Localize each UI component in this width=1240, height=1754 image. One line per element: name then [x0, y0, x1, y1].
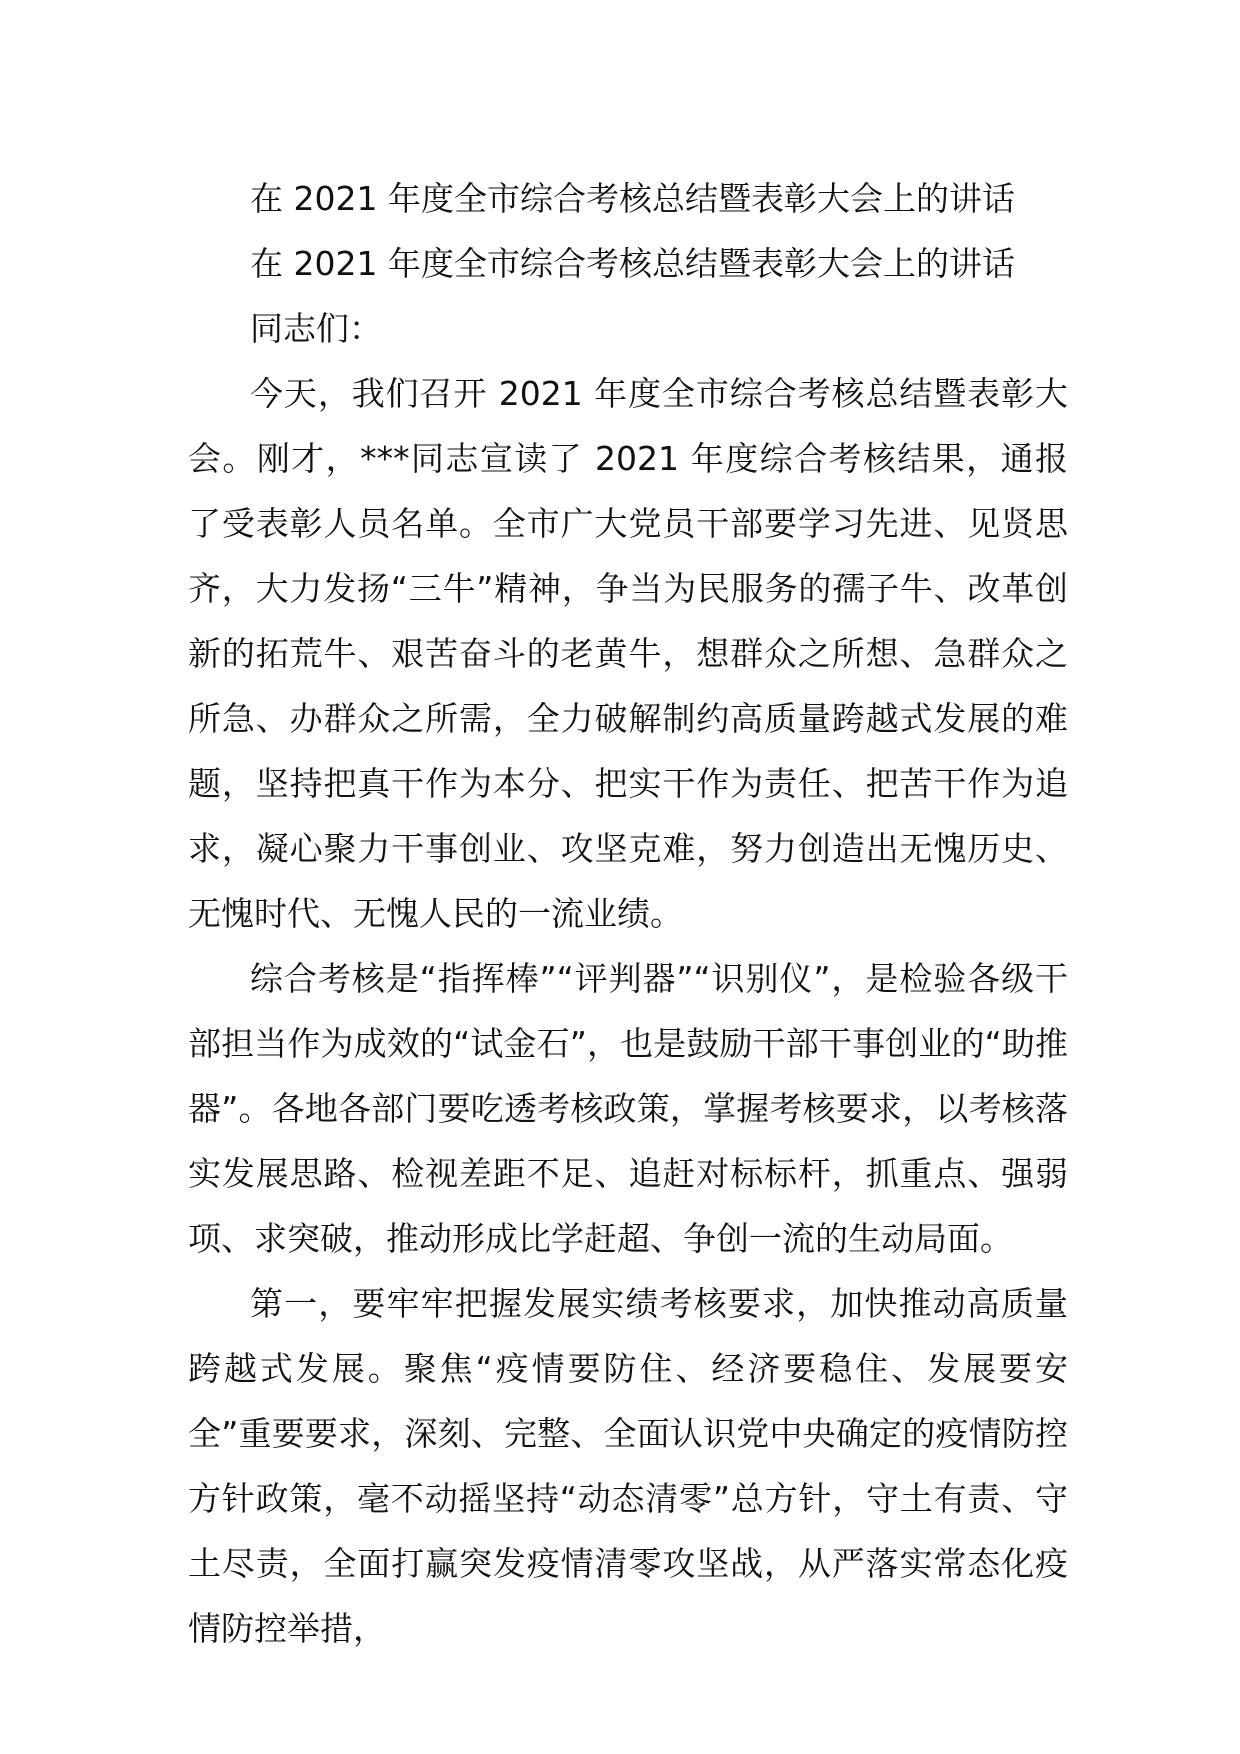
document-title: 在 2021 年度全市综合考核总结暨表彰大会上的讲话: [250, 179, 1015, 218]
paragraph-3: 第一，要牢牢把握发展实绩考核要求，加快推动高质量跨越式发展。聚焦“疫情要防住、经济要稳住、发展要安全”重要要求，深刻、完整、全面认识党中央确定的疫情防控方针政策，毫不动摇坚持“动态清零”总方针，守土有责、守土尽责，全面打赢突发疫情清零攻坚战，从严落实常态化疫情防控举措，: [188, 1284, 1068, 1648]
paragraph-2: 综合考核是“指挥棒”“评判器”“识别仪”，是检验各级干部担当作为成效的“试金石”，也是鼓励干部干事创业的“助推器”。各地各部门要吃透考核政策，掌握考核要求，以考核落实发展思路、检视差距不足、追赶对标标杆，抓重点、强弱项、求突破，推动形成比学赶超、争创一流的生动局面。: [188, 959, 1068, 1258]
document-title-repeat: 在 2021 年度全市综合考核总结暨表彰大会上的讲话: [250, 244, 1015, 283]
document-body: [188, 166, 1068, 1661]
salutation: 同志们：: [250, 309, 382, 348]
paragraph-1: 今天，我们召开 2021 年度全市综合考核总结暨表彰大会。刚才，***同志宣读了 2021 年度综合考核结果，通报了受表彰人员名单。全市广大党员干部要学习先进、见贤思齐，大力发扬“三牛”精神，争当为民服务的孺子牛、改革创新的拓荒牛、艰苦奋斗的老黄牛，想群众之所想、急群众之所急、办群众之所需，全力破解制约高质量跨越式发展的难题，坚持把真干作为本分、把实干作为责任、把苦干作为追求，凝心聚力干事创业、攻坚克难，努力创造出无愧历史、无愧时代、无愧人民的一流业绩。: [188, 374, 1068, 933]
